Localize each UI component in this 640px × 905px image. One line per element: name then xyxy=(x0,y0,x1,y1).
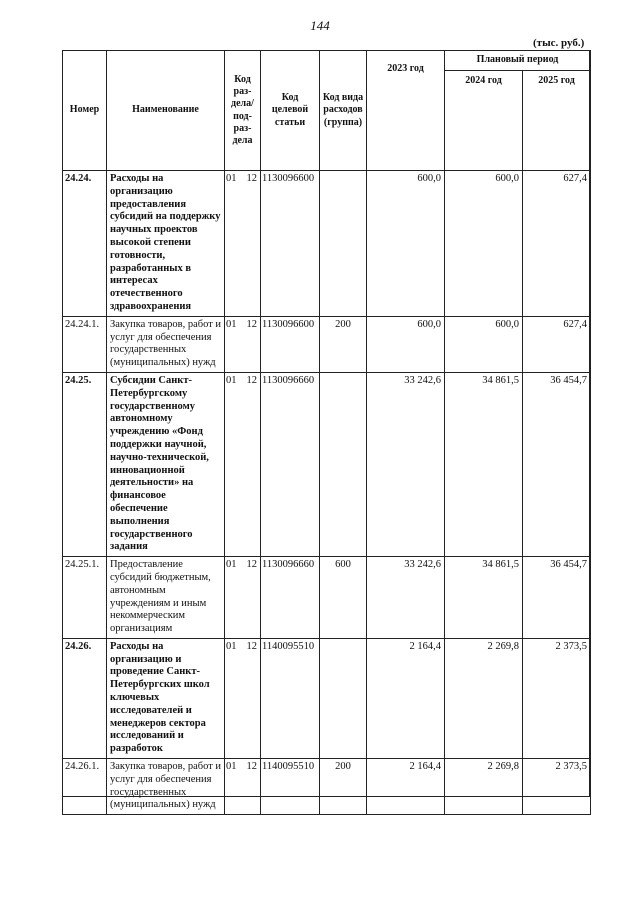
row-number: 24.24.1. xyxy=(63,316,107,372)
row-section-code xyxy=(225,638,261,758)
row-value-2024: 34 861,5 xyxy=(445,372,523,556)
row-target-code: 1130096660 xyxy=(261,372,320,556)
table-row xyxy=(63,638,591,758)
row-target-code: 1140095510 xyxy=(261,759,320,815)
row-value-2023: 33 242,6 xyxy=(367,372,445,556)
header-year-2023: 2023 год xyxy=(367,51,445,171)
row-number: 24.24. xyxy=(63,171,107,317)
page-number: 144 xyxy=(310,18,330,33)
row-target-code: 1140095510 xyxy=(261,638,320,758)
subsection-code: 12 xyxy=(246,640,257,652)
row-value-2023: 2 164,4 xyxy=(367,759,445,815)
row-value-2024: 34 861,5 xyxy=(445,557,523,639)
table-row xyxy=(63,372,591,556)
row-value-2023: 600,0 xyxy=(367,171,445,317)
row-expense-type xyxy=(320,638,367,758)
row-value-2024: 2 269,8 xyxy=(445,638,523,758)
row-value-2025: 36 454,7 xyxy=(523,372,591,556)
section-code: 01 xyxy=(226,374,237,386)
row-value-2025: 2 373,5 xyxy=(523,638,591,758)
row-expense-type xyxy=(320,372,367,556)
row-number: 24.25.1. xyxy=(63,557,107,639)
header-expense-type: Код вида расходов (группа) xyxy=(320,51,367,171)
row-expense-type: 600 xyxy=(320,557,367,639)
row-value-2024: 600,0 xyxy=(445,316,523,372)
row-name: Расходы на организацию и проведение Санкт-Петербургских школ ключевых исследователей и менеджеров сектора исследований и разработок xyxy=(107,638,225,758)
row-name: Закупка товаров, работ и услуг для обеспечения государственных (муниципальных) нужд xyxy=(107,316,225,372)
section-code: 01 xyxy=(226,559,237,571)
section-code: 01 xyxy=(226,173,237,184)
row-value-2023: 33 242,6 xyxy=(367,557,445,639)
row-section-code xyxy=(225,372,261,556)
row-value-2025: 36 454,7 xyxy=(523,557,591,639)
row-name: Субсидии Санкт-Петербургскому государственному автономному учреждению «Фонд поддержки научной, научно-технической, инновационной деятельности» на финансовое обеспечение выполнения государственного задания xyxy=(107,372,225,556)
subsection-code: 12 xyxy=(246,374,257,386)
row-value-2023: 600,0 xyxy=(367,316,445,372)
header-year-2024: 2024 год xyxy=(445,71,523,171)
header-target-code: Код целевой статьи xyxy=(261,51,320,171)
table-row xyxy=(63,759,591,815)
row-number: 24.26. xyxy=(63,638,107,758)
row-section-code xyxy=(225,171,261,317)
header-year-2025: 2025 год xyxy=(523,71,591,171)
row-value-2025: 627,4 xyxy=(523,316,591,372)
row-value-2024: 2 269,8 xyxy=(445,759,523,815)
row-name: Расходы на организацию предоставления субсидий на поддержку научных проектов высокой степени готовности, разработанных в интересах отечественного здравоохранения xyxy=(107,171,225,317)
subsection-code: 12 xyxy=(246,559,257,571)
subsection-code: 12 xyxy=(246,761,257,773)
table-row xyxy=(63,557,591,639)
row-section-code xyxy=(225,759,261,815)
row-name: Закупка товаров, работ и услуг для обеспечения государственных (муниципальных) нужд xyxy=(107,759,225,815)
row-name: Предоставление субсидий бюджетным, автономным учреждениям и иным некоммерческим организациям xyxy=(107,557,225,639)
row-number: 24.25. xyxy=(63,372,107,556)
header-number: Номер xyxy=(63,51,107,171)
table-row xyxy=(63,171,591,317)
section-code: 01 xyxy=(226,640,237,652)
header-planned-period: Плановый период xyxy=(445,51,591,71)
row-expense-type: 200 xyxy=(320,759,367,815)
subsection-code: 12 xyxy=(246,318,257,330)
row-value-2025: 627,4 xyxy=(523,171,591,317)
section-code: 01 xyxy=(226,318,237,330)
row-section-code xyxy=(225,316,261,372)
budget-table xyxy=(62,50,591,815)
row-expense-type xyxy=(320,171,367,317)
row-target-code: 1130096600 xyxy=(261,316,320,372)
header-section-code: Код раз-дела/ под-раз-дела xyxy=(225,51,261,171)
table-row xyxy=(63,316,591,372)
units-label: (тыс. руб.) xyxy=(533,37,585,49)
row-value-2023: 2 164,4 xyxy=(367,638,445,758)
row-section-code xyxy=(225,557,261,639)
row-expense-type: 200 xyxy=(320,316,367,372)
row-target-code: 1130096600 xyxy=(261,171,320,317)
header-name: Наименование xyxy=(107,51,225,171)
row-target-code: 1130096660 xyxy=(261,557,320,639)
section-code: 01 xyxy=(226,761,237,773)
row-value-2025: 2 373,5 xyxy=(523,759,591,815)
subsection-code: 12 xyxy=(246,173,257,184)
row-value-2024: 600,0 xyxy=(445,171,523,317)
row-number: 24.26.1. xyxy=(63,759,107,815)
